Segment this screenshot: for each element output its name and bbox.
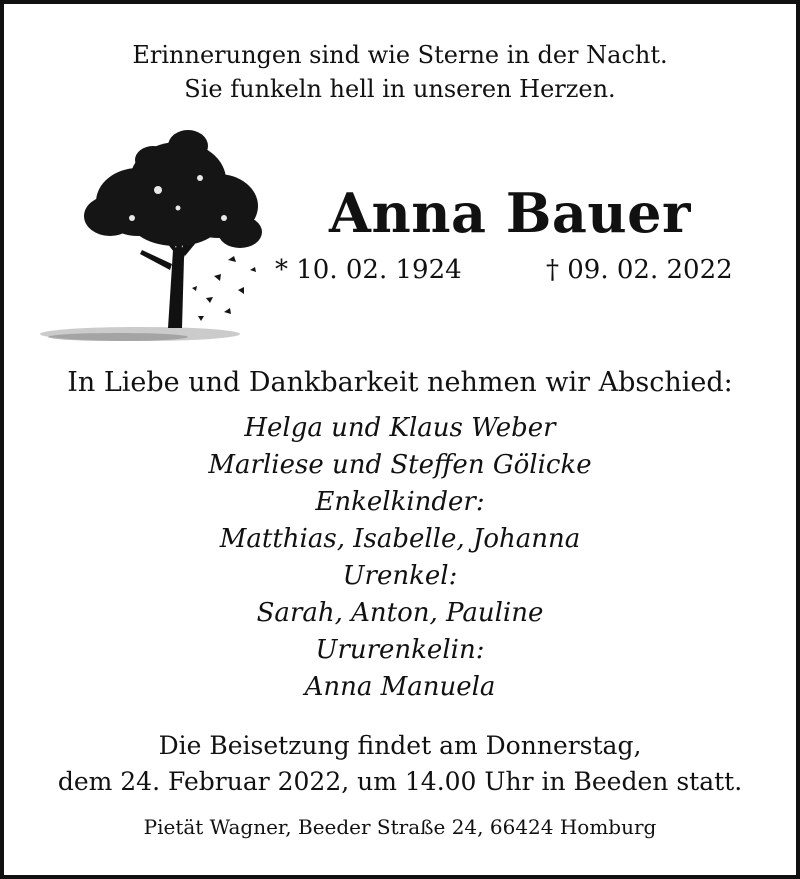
family-line: Helga und Klaus Weber [244,413,556,443]
family-line: Ururenkelin: [315,635,485,665]
service-line-2: dem 24. Februar 2022, um 14.00 Uhr in Beeden statt. [57,767,743,796]
family-line: Enkelkinder: [315,487,485,517]
family-line: Anna Manuela [304,672,496,702]
farewell-text: In Liebe und Dankbarkeit nehmen wir Abschied: [67,367,733,398]
quote-line-1: Erinnerungen sind wie Sterne in der Nacht. [132,41,668,69]
birth-date: * 10. 02. 1924 [275,255,462,285]
family-line: Matthias, Isabelle, Johanna [219,524,581,554]
family-line: Urenkel: [342,561,458,591]
family-line: Sarah, Anton, Pauline [256,598,544,628]
family-line: Marliese und Steffen Gölicke [208,450,592,480]
family-list [0,410,800,706]
service-line-1: Die Beisetzung findet am Donnerstag, [158,731,642,760]
quote-line-2: Sie funkeln hell in unseren Herzen. [184,75,616,103]
tree-icon [28,120,278,352]
death-date: † 09. 02. 2022 [546,255,733,285]
undertaker-info: Pietät Wagner, Beeder Straße 24, 66424 Homburg [143,815,657,839]
deceased-name: Anna Bauer [329,181,691,245]
memorial-quote [0,38,800,106]
funeral-service-text [0,728,800,800]
